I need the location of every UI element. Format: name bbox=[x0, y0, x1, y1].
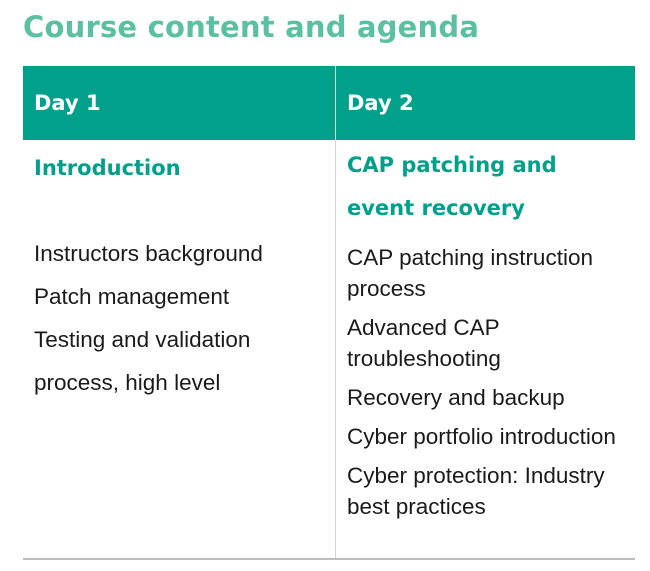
agenda-table bbox=[23, 66, 635, 560]
column-header-day-2: Day 2 bbox=[347, 91, 414, 115]
list-item: CAP patching instruction process bbox=[347, 245, 593, 301]
list-item: Cyber protection: Industry best practices bbox=[347, 463, 605, 519]
list-item: Patch management bbox=[34, 284, 230, 309]
column-header-day-1: Day 1 bbox=[34, 91, 101, 115]
day-1-topic-list bbox=[34, 232, 329, 404]
list-item: Advanced CAP troubleshooting bbox=[347, 315, 501, 371]
day-1-section-heading: Introduction bbox=[34, 156, 181, 180]
column-divider bbox=[335, 66, 336, 558]
list-item: Recovery and backup bbox=[347, 385, 565, 410]
table-header-row bbox=[23, 66, 635, 140]
list-item: process, high level bbox=[34, 370, 221, 395]
list-item: Testing and validation bbox=[34, 327, 251, 352]
list-item: Instructors background bbox=[34, 241, 263, 266]
day-2-topic-list bbox=[347, 242, 635, 530]
page-title: Course content and agenda bbox=[23, 10, 480, 44]
list-item: Cyber portfolio introduction bbox=[347, 424, 616, 449]
day-2-section-heading: CAP patching and event recovery bbox=[347, 153, 557, 220]
